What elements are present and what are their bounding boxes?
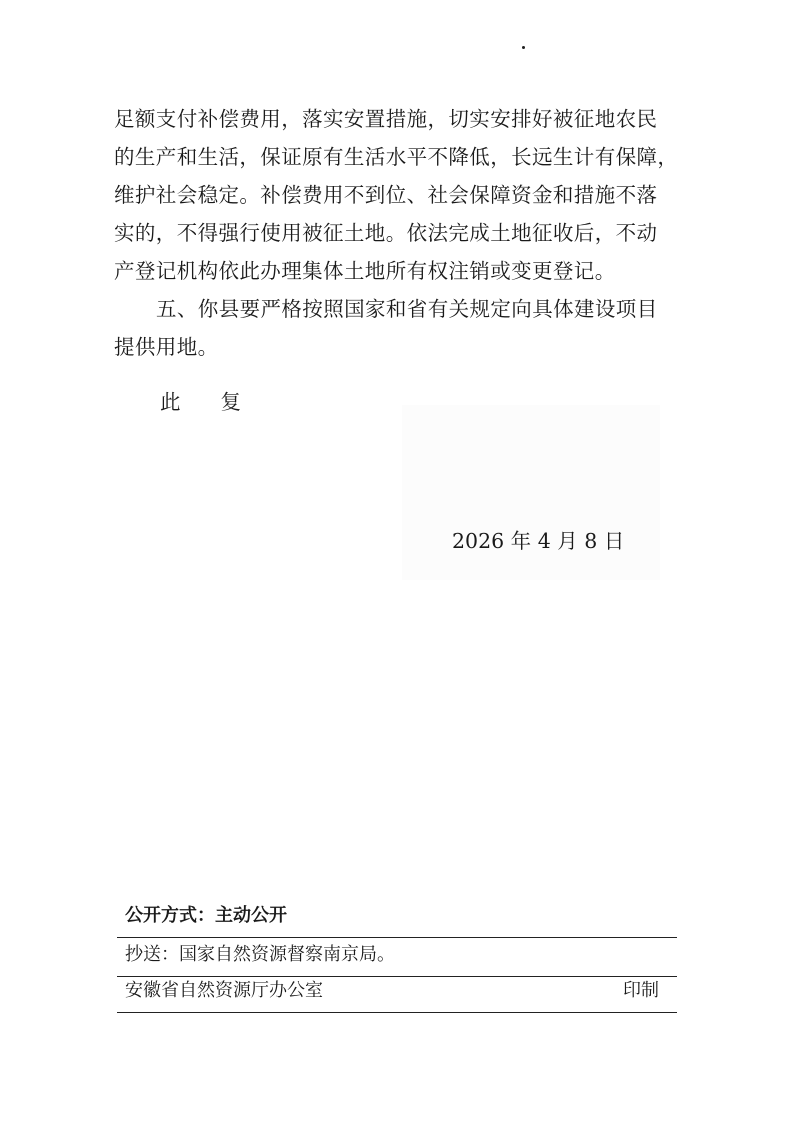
document-body [114,100,694,366]
document-footer [117,898,677,1009]
scan-speck [522,46,525,49]
body-line: 提供用地。 [114,335,219,359]
body-line: 实的，不得强行使用被征土地。依法完成土地征收后，不动 [114,221,658,245]
body-line: 足额支付补偿费用，落实安置措施，切实安排好被征地农民 [114,107,658,131]
body-line: 的生产和生活，保证原有生活水平不降低，长远生计有保障， [114,145,679,169]
issuer-row [117,973,677,1009]
body-line: 产登记机构依此办理集体土地所有权注销或变更登记。 [114,259,616,283]
body-line-item-five: 五、你县要严格按照国家和省有关规定向具体建设项目 [156,297,658,321]
body-line: 维护社会稳定。补偿费用不到位、社会保障资金和措施不落 [114,183,658,207]
footer-divider [117,976,677,977]
footer-divider [117,1012,677,1013]
closing-phrase [160,383,241,421]
disclosure-method: 公开方式：主动公开 [125,905,287,926]
footer-divider [117,937,677,938]
issuer-name: 安徽省自然资源厅办公室 [125,980,323,1001]
carbon-copy: 抄送：国家自然资源督察南京局。 [125,944,395,965]
document-date: 2026 年 4 月 8 日 [452,529,625,553]
closing-char-1: 此 [160,390,181,414]
printed-label: 印制 [623,980,659,1001]
closing-char-2: 复 [220,390,241,414]
